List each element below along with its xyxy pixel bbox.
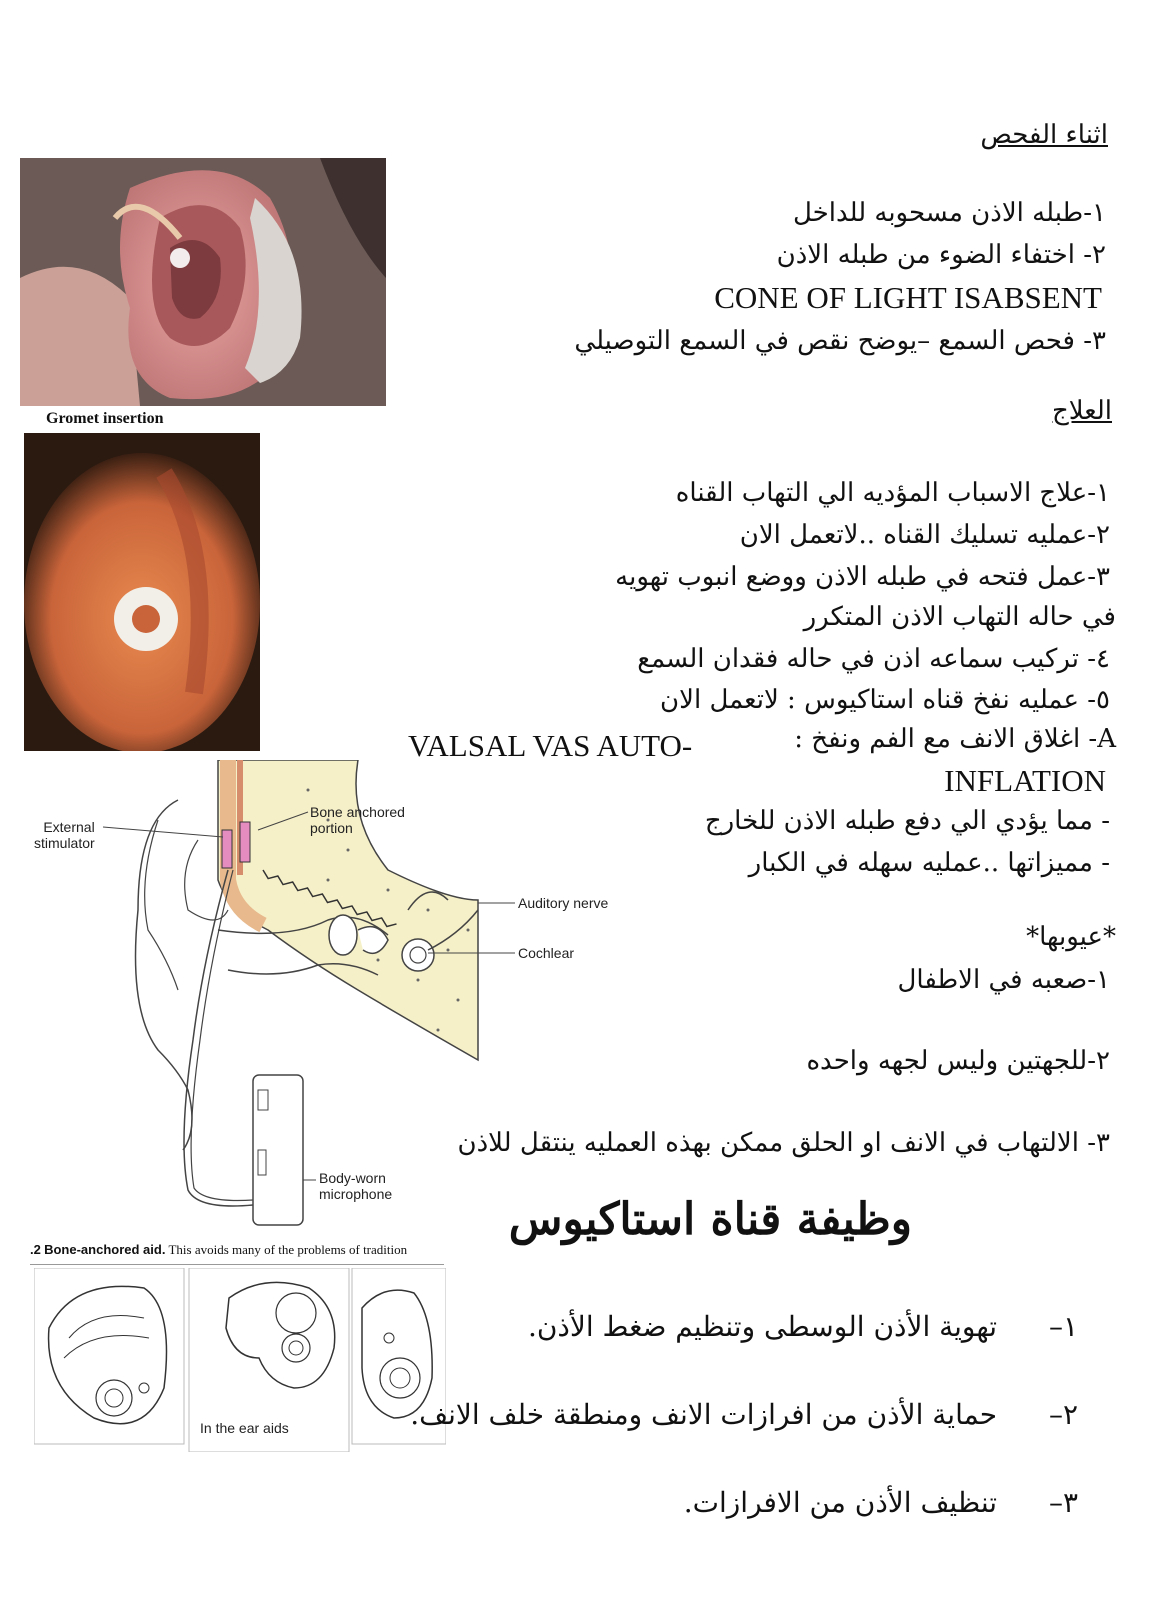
treatment-heading: العلاج — [1052, 396, 1112, 426]
diagram-caption-number: .2 — [30, 1242, 41, 1257]
treatment-a-english: VALSAL VAS AUTO- — [408, 728, 693, 763]
label-bone-anchored-line1: Bone anchored — [310, 804, 405, 820]
eustachian-item-2-text: حماية الأذن من افرازات الانف ومنطقة خلف الانف. — [410, 1398, 998, 1431]
ite-caption: In the ear aids — [200, 1420, 289, 1436]
hearing-aid-photo-art — [20, 158, 386, 406]
caption-rule — [30, 1264, 444, 1265]
label-cochlear: Cochlear — [518, 945, 575, 961]
disadvantage-2: ٢-للجهتين وليس لجهه واحده — [806, 1046, 1110, 1076]
treatment-item-5: ٥- عمليه نفخ قناه استاكيوس : لاتعمل الان — [660, 685, 1110, 715]
exam-english: CONE OF LIGHT ISABSENT — [714, 280, 1102, 315]
eustachian-title: وظيفة قناة استاكيوس — [508, 1194, 912, 1245]
eustachian-item-3-text: تنظيف الأذن من الافرازات. — [683, 1486, 998, 1519]
label-stimulator: stimulator — [34, 835, 95, 851]
treatment-a-arabic: A- اغلاق الانف مع الفم ونفخ : — [794, 724, 1116, 754]
eustachian-item-2 — [410, 1398, 1078, 1431]
treatment-item-3-cont: في حاله التهاب الاذن المتكرر — [803, 602, 1116, 632]
eustachian-item-1 — [528, 1310, 1078, 1343]
hearing-aid-photo — [20, 158, 386, 406]
eustachian-item-1-text: تهوية الأذن الوسطى وتنظيم ضغط الأذن. — [527, 1310, 998, 1343]
gromet-caption: Gromet insertion — [46, 410, 164, 427]
disadvantage-3: ٣- الالتهاب في الانف او الحلق ممكن بهذه العمليه ينتقل للاذن — [457, 1128, 1110, 1158]
gromet-photo — [24, 433, 260, 751]
exam-item-2: ٢- اختفاء الضوء من طبله الاذن — [776, 240, 1106, 270]
diagram-caption-rest: This avoids many of the problems of tradition — [165, 1242, 408, 1257]
eustachian-item-1-number: ١– — [1048, 1310, 1078, 1343]
treatment-item-2: ٢-عمليه تسليك القناه ..لاتعمل الان — [739, 520, 1110, 550]
exam-item-1: ١-طبله الاذن مسحوبه للداخل — [792, 198, 1106, 228]
exam-heading: اثناء الفحص — [980, 120, 1108, 150]
treatment-a-english-2: INFLATION — [944, 763, 1106, 798]
label-body-worn-line2: microphone — [319, 1186, 393, 1202]
exam-item-3: ٣- فحص السمع –يوضح نقص في السمع التوصيلي — [574, 326, 1106, 356]
disadvantage-1: ١-صعبه في الاطفال — [897, 965, 1110, 995]
treatment-item-1: ١-علاج الاسباب المؤديه الي التهاب القناه — [675, 478, 1110, 508]
eustachian-item-3 — [684, 1486, 1078, 1519]
treatment-item-4: ٤- تركيب سماعه اذن في حاله فقدان السمع — [637, 644, 1110, 674]
label-bone-anchored — [310, 804, 405, 836]
label-bone-anchored-line2: portion — [310, 820, 353, 836]
label-external: External — [43, 819, 95, 835]
label-body-worn-line1: Body-worn — [319, 1170, 386, 1186]
eustachian-item-3-number: ٣– — [1048, 1486, 1078, 1519]
treatment-dash-2: - مميزاتها ..عمليه سهله في الكبار — [748, 848, 1110, 878]
treatment-dash-1: - مما يؤدي الي دفع طبله الاذن للخارج — [704, 806, 1110, 836]
diagram-caption — [30, 1242, 444, 1258]
label-external-stimulator — [34, 819, 95, 851]
label-body-worn — [319, 1170, 392, 1202]
eustachian-item-2-number: ٢– — [1048, 1398, 1078, 1431]
diagram-caption-bold: Bone-anchored aid. — [44, 1242, 166, 1257]
gromet-photo-art — [24, 433, 260, 751]
label-auditory-nerve: Auditory nerve — [518, 895, 609, 911]
disadvantages-heading: *عيوبها* — [1026, 922, 1116, 952]
treatment-item-3: ٣-عمل فتحه في طبله الاذن ووضع انبوب تهويه — [615, 562, 1110, 592]
